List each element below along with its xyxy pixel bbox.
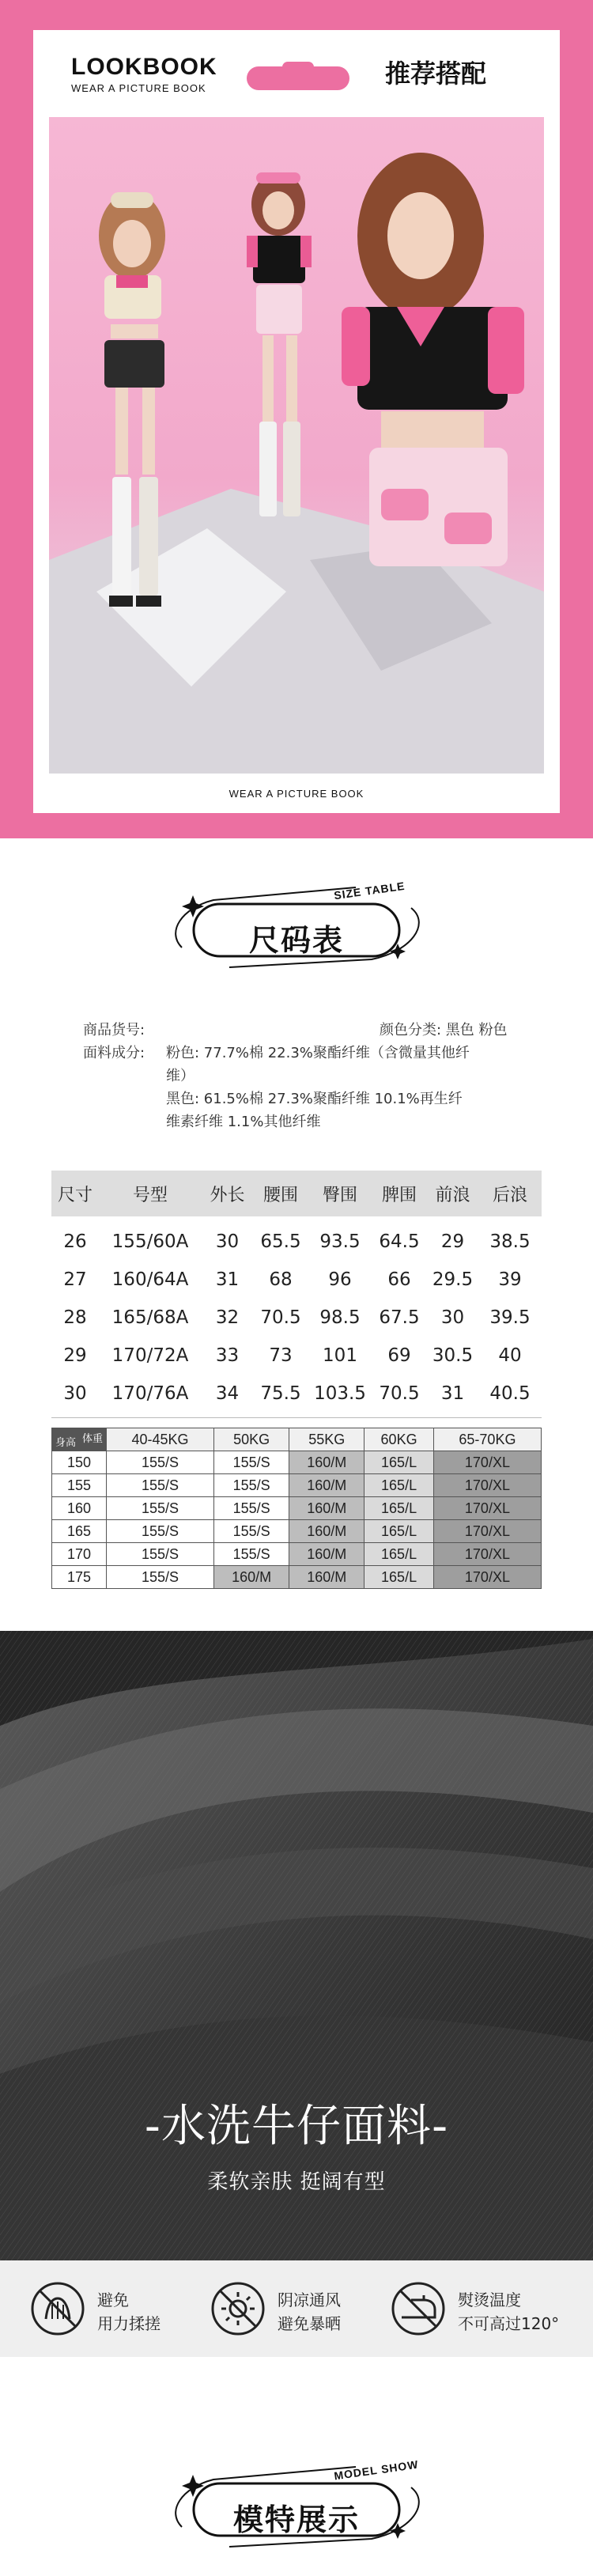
recommended-outfit-title: 推荐搭配: [385, 59, 487, 89]
height-cell: 165: [52, 1520, 107, 1543]
size-cell: 165/L: [364, 1451, 434, 1474]
lookbook-photo: [49, 117, 544, 774]
table-cell: 26: [63, 1231, 87, 1252]
table-row: [51, 1337, 542, 1375]
size-cell: 165/L: [364, 1543, 434, 1566]
weight-header: 50KG: [214, 1428, 289, 1451]
table-cell: 170/72A: [111, 1345, 189, 1366]
lookbook-title: LOOKBOOK: [71, 54, 217, 80]
table-cell: 40: [498, 1345, 522, 1366]
size-cell: 160/M: [214, 1566, 289, 1589]
table-cell: 31: [215, 1269, 240, 1290]
size-cell: 170/XL: [433, 1497, 541, 1520]
size-cell: 160/M: [289, 1497, 364, 1520]
table-cell: 66: [387, 1269, 411, 1290]
table-cell: 101: [323, 1345, 357, 1366]
table-cell: 67.5: [379, 1307, 420, 1328]
table-cell: 30: [63, 1383, 87, 1404]
size-cell: 170/XL: [433, 1543, 541, 1566]
size-cell: 165/L: [364, 1566, 434, 1589]
weight-header: 65-70KG: [433, 1428, 541, 1451]
table-cell: 30.5: [432, 1345, 474, 1366]
no-twist-icon: [30, 2281, 85, 2336]
product-info: [83, 1019, 542, 1133]
table-row: [52, 1566, 542, 1589]
model-show-heading: [158, 2456, 435, 2551]
color-label: 颜色分类: 黑色 粉色: [380, 1022, 508, 1038]
feature-line: 用力揉搓: [97, 2314, 161, 2333]
header-cell: 号型: [132, 1185, 168, 1205]
table-row: [52, 1497, 542, 1520]
table-cell: 165/68A: [111, 1307, 189, 1328]
weight-header: 40-45KG: [107, 1428, 214, 1451]
table-row: [52, 1543, 542, 1566]
table-cell: 29: [440, 1231, 465, 1252]
care-features: [0, 2260, 593, 2357]
header-cell: 臀围: [322, 1185, 357, 1205]
size-chart-header: [51, 1171, 542, 1216]
size-cell: 155/S: [107, 1451, 214, 1474]
size-table-title: 尺码表: [248, 923, 344, 958]
size-cell: 165/L: [364, 1497, 434, 1520]
item-no-label: 商品货号:: [83, 1022, 145, 1038]
table-cell: 160/64A: [111, 1269, 189, 1290]
height-cell: 175: [52, 1566, 107, 1589]
size-cell: 155/S: [107, 1520, 214, 1543]
table-cell: 75.5: [260, 1383, 301, 1404]
table-cell: 30: [215, 1231, 240, 1252]
table-row: [51, 1299, 542, 1337]
table-row: [52, 1474, 542, 1497]
weight-corner-label: 体重: [81, 1432, 103, 1444]
header-cell: 尺寸: [57, 1185, 93, 1205]
height-corner-label: 身高: [55, 1436, 77, 1448]
material-block: [83, 1042, 542, 1133]
size-cell: 155/S: [214, 1497, 289, 1520]
iron-icon: [391, 2281, 446, 2336]
height-cell: 160: [52, 1497, 107, 1520]
size-cell: 160/M: [289, 1566, 364, 1589]
table-cell: 39.5: [489, 1307, 531, 1328]
table-cell: 31: [440, 1383, 465, 1404]
weight-header: 60KG: [364, 1428, 434, 1451]
size-cell: 160/M: [289, 1451, 364, 1474]
table-cell: 40.5: [489, 1383, 531, 1404]
sun-shade-icon: [210, 2281, 266, 2336]
size-cell: 160/M: [289, 1543, 364, 1566]
table-cell: 170/76A: [111, 1383, 189, 1404]
table-row: [51, 1223, 542, 1261]
lookbook-section: [0, 0, 593, 838]
table-row: [52, 1451, 542, 1474]
fabric-section: [0, 1631, 593, 2260]
material-line: 黑色: 61.5%棉 27.3%聚酯纤维 10.1%再生纤: [166, 1091, 463, 1107]
size-cell: 155/S: [107, 1497, 214, 1520]
table-cell: 93.5: [319, 1231, 361, 1252]
lookbook-illustration: [49, 117, 544, 774]
lookbook-subtitle: WEAR A PICTURE BOOK: [71, 82, 206, 94]
fabric-title: -水洗牛仔面料-: [144, 2101, 449, 2152]
table-cell: 29.5: [432, 1269, 474, 1290]
size-cell: 155/S: [107, 1543, 214, 1566]
table-cell: 64.5: [379, 1231, 420, 1252]
table-cell: 103.5: [314, 1383, 366, 1404]
size-chart: [51, 1171, 542, 1418]
size-cell: 165/L: [364, 1474, 434, 1497]
feature-line: 避免: [97, 2290, 129, 2309]
size-cell: 155/S: [107, 1474, 214, 1497]
feature-line: 不可高过120°: [458, 2314, 560, 2333]
table-cell: 68: [269, 1269, 293, 1290]
header-cell: 腰围: [263, 1185, 298, 1205]
table-cell: 27: [63, 1269, 87, 1290]
material-line: 维）: [166, 1068, 195, 1084]
table-cell: 70.5: [379, 1383, 420, 1404]
table-row: [51, 1375, 542, 1413]
size-cell: 155/S: [214, 1451, 289, 1474]
lookbook-card: [33, 30, 560, 813]
weight-header: 55KG: [289, 1428, 364, 1451]
info-row-1: [83, 1019, 542, 1042]
height-cell: 150: [52, 1451, 107, 1474]
material-line: 维素纤维 1.1%其他纤维: [166, 1114, 321, 1130]
lookbook-footer: WEAR A PICTURE BOOK: [229, 788, 364, 800]
feature-line: 阴凉通风: [278, 2290, 341, 2309]
table-cell: 34: [215, 1383, 240, 1404]
table-row: [51, 1261, 542, 1299]
model-show-en: MODEL SHOW: [333, 2457, 420, 2483]
size-table-en: SIZE TABLE: [333, 879, 406, 902]
table-cell: 29: [63, 1345, 87, 1366]
table-cell: 32: [215, 1307, 240, 1328]
table-cell: 69: [387, 1345, 411, 1366]
table-cell: 155/60A: [111, 1231, 189, 1252]
feature-line: 熨烫温度: [458, 2290, 521, 2309]
size-cell: 170/XL: [433, 1566, 541, 1589]
pink-pill-decoration: [247, 62, 349, 90]
table-row: [52, 1520, 542, 1543]
size-cell: 165/L: [364, 1520, 434, 1543]
size-cell: 160/M: [289, 1474, 364, 1497]
table-cell: 98.5: [319, 1307, 361, 1328]
table-cell: 70.5: [260, 1307, 301, 1328]
table-cell: 33: [215, 1345, 240, 1366]
size-recommend-table: [51, 1428, 542, 1589]
size-table-heading: [158, 876, 435, 971]
size-cell: 170/XL: [433, 1520, 541, 1543]
material-line: 粉色: 77.7%棉 22.3%聚酯纤维（含微量其他纤: [166, 1045, 470, 1061]
height-cell: 170: [52, 1543, 107, 1566]
table-cell: 73: [269, 1345, 293, 1366]
chart-divider: [51, 1417, 542, 1418]
size-cell: 155/S: [214, 1543, 289, 1566]
size-cell: 170/XL: [433, 1474, 541, 1497]
material-label: 面料成分:: [83, 1045, 145, 1061]
size-cell: 170/XL: [433, 1451, 541, 1474]
model-show-title: 模特展示: [232, 2502, 360, 2537]
size-cell: 155/S: [214, 1520, 289, 1543]
table-row: [52, 1428, 542, 1451]
size-cell: 160/M: [289, 1520, 364, 1543]
table-cell: 65.5: [260, 1231, 301, 1252]
height-cell: 155: [52, 1474, 107, 1497]
table-cell: 30: [440, 1307, 465, 1328]
size-cell: 155/S: [107, 1566, 214, 1589]
table-cell: 38.5: [489, 1231, 531, 1252]
corner-cell: [52, 1428, 107, 1451]
header-cell: 后浪: [492, 1185, 527, 1205]
table-cell: 96: [328, 1269, 352, 1290]
header-cell: 脾围: [381, 1185, 417, 1205]
header-cell: 前浪: [435, 1185, 470, 1205]
fabric-subtitle: 柔软亲肤 挺阔有型: [207, 2170, 386, 2194]
feature-line: 避免暴晒: [278, 2314, 341, 2333]
table-cell: 39: [498, 1269, 522, 1290]
header-cell: 外长: [210, 1185, 245, 1205]
size-cell: 155/S: [214, 1474, 289, 1497]
table-cell: 28: [63, 1307, 87, 1328]
